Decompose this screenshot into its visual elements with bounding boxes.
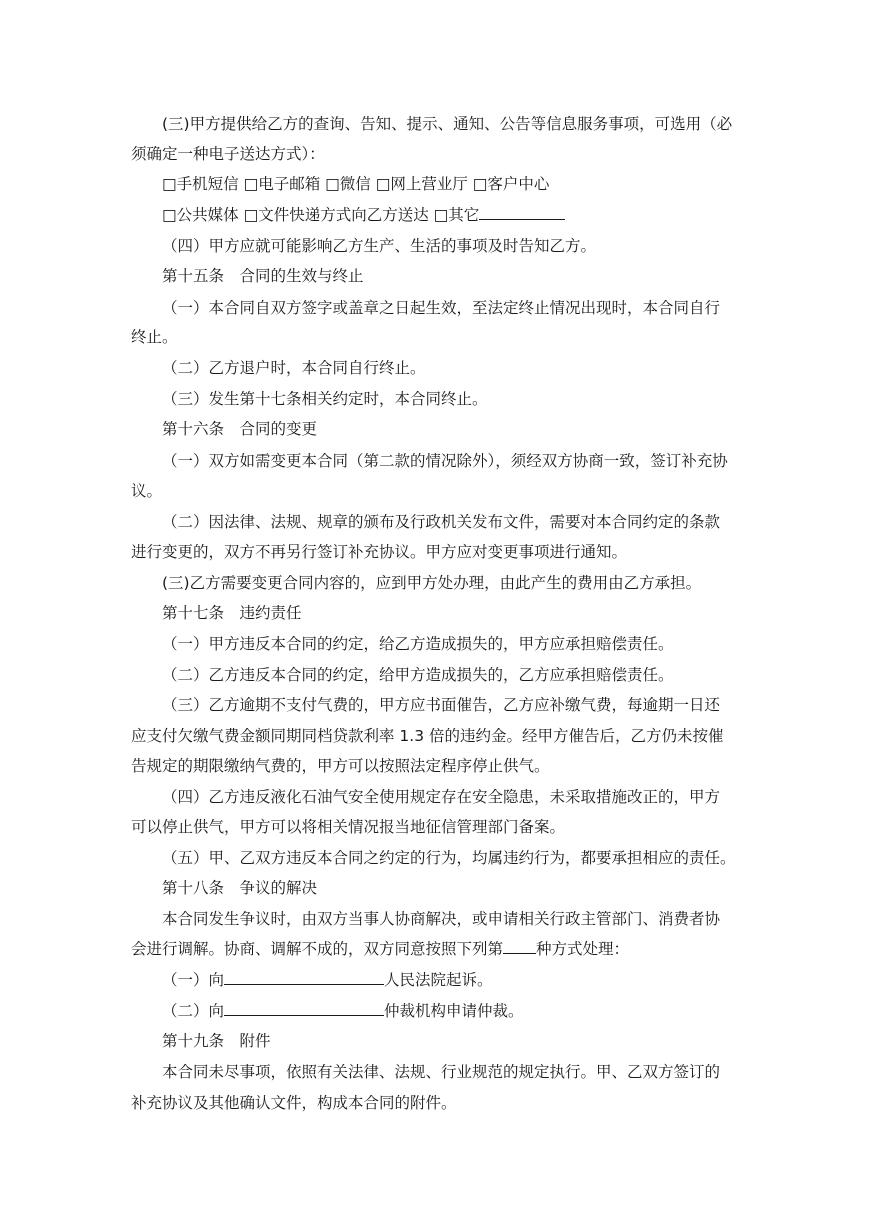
article-15-heading: 第十五条 合同的生效与终止: [162, 267, 364, 285]
article-19-heading: 第十九条 附件: [162, 1032, 271, 1050]
article-15-item-1-line2: 终止。: [131, 328, 178, 346]
article-17-item-4-line1: （四）乙方违反液化石油气安全使用规定存在安全隐患，未采取措施改正的，甲方: [162, 788, 721, 806]
article-18-body-line1: 本合同发生争议时，由双方当事人协商解决，或申请相关行政主管部门、消费者协: [162, 910, 721, 928]
clause-14-item-3-line2: 须确定一种电子送达方式）：: [131, 145, 325, 163]
article-17-heading: 第十七条 违约责任: [162, 604, 302, 622]
article-17-item-1: （一）甲方违反本合同的约定，给乙方造成损失的，甲方应承担赔偿责任。: [162, 635, 674, 653]
article-15-item-2: （二）乙方退户时，本合同自行终止。: [162, 359, 426, 377]
article-17-item-3-line1: （三）乙方逾期不支付气费的，甲方应书面催告，乙方应补缴气费，每逾期一日还: [162, 696, 721, 714]
article-19-body-line1: 本合同未尽事项，依照有关法律、法规、行业规范的规定执行。甲、乙双方签订的: [162, 1063, 721, 1081]
clause-14-item-4: （四）甲方应就可能影响乙方生产、生活的事项及时告知乙方。: [162, 237, 597, 255]
delivery-options-row1: □手机短信 □电子邮箱 □微信 □网上营业厅 □客户中心: [162, 175, 550, 193]
article-16-heading: 第十六条 合同的变更: [162, 420, 318, 438]
article-17-item-5: （五）甲、乙双方违反本合同之约定的行为，均属违约行为，都要承担相应的责任。: [162, 849, 736, 867]
article-16-item-2-line2: 进行变更的，双方不再另行签订补充协议。甲方应对变更事项进行通知。: [131, 543, 628, 561]
article-18-option-arbitration: [162, 1001, 772, 1021]
delivery-options-row2: [162, 205, 772, 225]
article-16-item-1-line1: （一）双方如需变更本合同（第二款的情况除外），须经双方协商一致，签订补充协: [162, 452, 728, 470]
article-18-option-court: [162, 970, 772, 990]
article-16-item-1-line2: 议。: [131, 482, 163, 500]
clause-14-item-3-line1: (三)甲方提供给乙方的查询、告知、提示、通知、公告等信息服务事项，可选用（必: [162, 115, 733, 133]
method-number-blank: [503, 939, 536, 954]
article-18-body-line2-tail: 种方式处理：: [536, 940, 630, 958]
other-method-blank: [479, 205, 565, 220]
article-17-item-2: （二）乙方违反本合同的约定，给甲方造成损失的，乙方应承担赔偿责任。: [162, 666, 674, 684]
article-16-item-3: (三)乙方需要变更合同内容的，应到甲方处办理，由此产生的费用由乙方承担。: [162, 574, 702, 592]
court-name-blank: [224, 970, 384, 985]
delivery-options-row2-text: □公共媒体 □文件快递方式向乙方送达 □其它: [162, 206, 480, 224]
article-17-item-3-line3: 告规定的期限缴纳气费的，甲方可以按照法定程序停止供气。: [131, 757, 550, 775]
article-15-item-3: （三）发生第十七条相关约定时，本合同终止。: [162, 390, 488, 408]
arbitration-name-blank: [224, 1001, 384, 1016]
article-16-item-2-line1: （二）因法律、法规、规章的颁布及行政机关发布文件，需要对本合同约定的条款: [162, 513, 721, 531]
article-18-body-line2-text: 会进行调解。协商、调解不成的，双方同意按照下列第: [131, 940, 504, 958]
option-arbitration-suffix: 仲裁机构申请仲裁。: [384, 1002, 524, 1020]
article-19-body-line2: 补充协议及其他确认文件，构成本合同的附件。: [131, 1094, 457, 1112]
article-15-item-1-line1: （一）本合同自双方签字或盖章之日起生效，至法定终止情况出现时，本合同自行: [162, 299, 721, 317]
article-17-item-4-line2: 可以停止供气，甲方可以将相关情况报当地征信管理部门备案。: [131, 818, 566, 836]
option-arbitration-prefix: （二）向: [162, 1002, 225, 1020]
article-18-body-line2: [131, 939, 741, 959]
option-court-suffix: 人民法院起诉。: [384, 971, 493, 989]
article-18-heading: 第十八条 争议的解决: [162, 879, 318, 897]
option-court-prefix: （一）向: [162, 971, 225, 989]
article-17-item-3-line2: 应支付欠缴气费金额同期同档贷款利率 1.3 倍的违约金。经甲方催告后，乙方仍未按催: [131, 727, 724, 745]
